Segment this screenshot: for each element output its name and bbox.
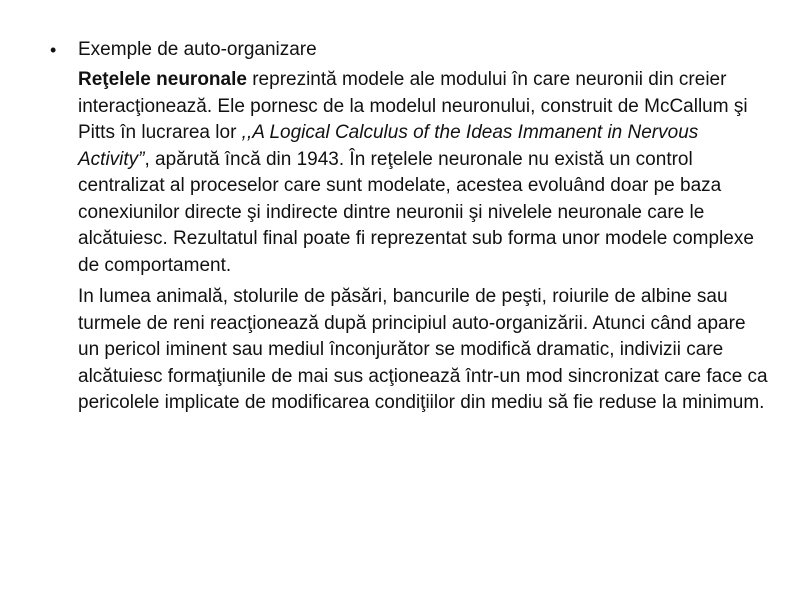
bullet-icon: • <box>50 40 57 60</box>
paragraph-text-b: , apărută încă din 1943. În reţelele neuronale nu există un control centralizat al proceselor care sunt modelate, acestea evoluând doar pe baza conexiunilor directe şi indirecte dintre neuronii şi nivelele neuronale care le alcătuiesc. Rezultatul final poate fi reprezentat sub forma unor modele complexe de comportament. <box>78 148 754 276</box>
paragraph-neural-networks <box>78 67 768 279</box>
slide-body <box>78 67 768 422</box>
slide-heading: Exemple de auto-organizare <box>78 39 317 60</box>
bullet-heading-row <box>50 37 317 63</box>
paragraph-animal-world: In lumea animală, stolurile de păsări, bancurile de peşti, roiurile de albine sau turmele de reni reacţionează după principiul auto-organizării. Atunci când apare un pericol iminent sau mediul înconjurător se modifică dramatic, indivizii care alcătuiesc formaţiunile de mai sus acţionează într-un mod sincronizat care face ca pericolele implicate de modificarea condiţiilor din mediu să fie reduse la minimum. <box>78 286 768 413</box>
paragraph-lead-bold: Reţelele neuronale <box>78 69 247 90</box>
paragraph-text-a: reprezintă modele ale modului în care neuronii din creier interacţionează. Ele pornesc de la modelul neuronului, construit de McCallum şi Pitts în lucrarea lor <box>78 69 748 143</box>
paper-title-italic: ,,A Logical Calculus of the Ideas Immanent in Nervous Activity” <box>78 122 699 170</box>
